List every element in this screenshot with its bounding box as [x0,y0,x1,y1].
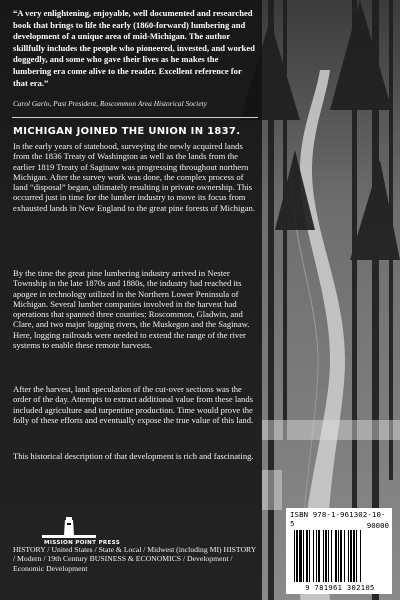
barcode [286,508,392,594]
bisac-categories: HISTORY / United States / State & Local / Midwest (including MI) HISTORY / Modern / 19th Century BUSINESS & ECONOMICS / Development / Economic Development [13,545,256,573]
barcode-bars [294,530,386,582]
lighthouse-icon [36,513,102,543]
body-paragraph-3: After the harvest, land speculation of the cut-over sections was the order of the day. Attempts to extract additional value from these lands included agriculture and turpentine production. Time would prove the folly of these efforts and eventually expose the true value of this land. [13,384,254,425]
body-paragraph-4: This historical description of that development is rich and fascinating. [13,451,254,461]
body-paragraph-1: In the early years of statehood, surveying the newly acquired lands from the 1836 Treaty of Washington as well as the lands from the earlier 1819 Treaty of Saginaw was progressing throughout northern Michigan. After the survey work was done, the complex process of land “disposal” began, ultimately resulting in private ownership. This occurred just in time for the lumber industry to move its focus from exhausted lands in New England to the great pine forests of Michigan. [13,141,255,213]
barcode-digits: 9 781961 302105 [305,583,375,592]
price-code: 90000 [366,521,389,530]
isbn-label: ISBN 978-1-961302-10-5 [290,510,386,528]
endorsement-attribution: Carol Garlo, Past President, Roscommon Area Historical Society [13,99,207,108]
divider [12,117,258,118]
body-paragraph-2: By the time the great pine lumbering industry arrived in Nester Township in the late 1870s and 1880s, the industry had reached its apogee in technology utilized in the Northern Lower Peninsula of Michigan. Several lumber companies involved in the harvest had operations that spanned three counties: Roscommon, Gladwin, and Clare, and two major logging rivers, the Muskegon and the Saginaw. Here, logging railroads were needed to extend the range of the river systems to enable these remote harvests. [13,268,250,351]
endorsement-quote: “A very enlightening, enjoyable, well documented and researched book that brings to life the early (1860-forward) lumbering and development of a unique area of mid-Michigan. The author skillfully includes the people who pioneered, invested, and worked doggedly, and some who gave their lives as he makes the lumbering era come alive to the reader. Excellent reference for that era.” [13,8,255,88]
section-heading: MICHIGAN JOINED THE UNION IN 1837. [13,126,241,137]
publisher-name: MISSION POINT PRESS [44,540,121,546]
